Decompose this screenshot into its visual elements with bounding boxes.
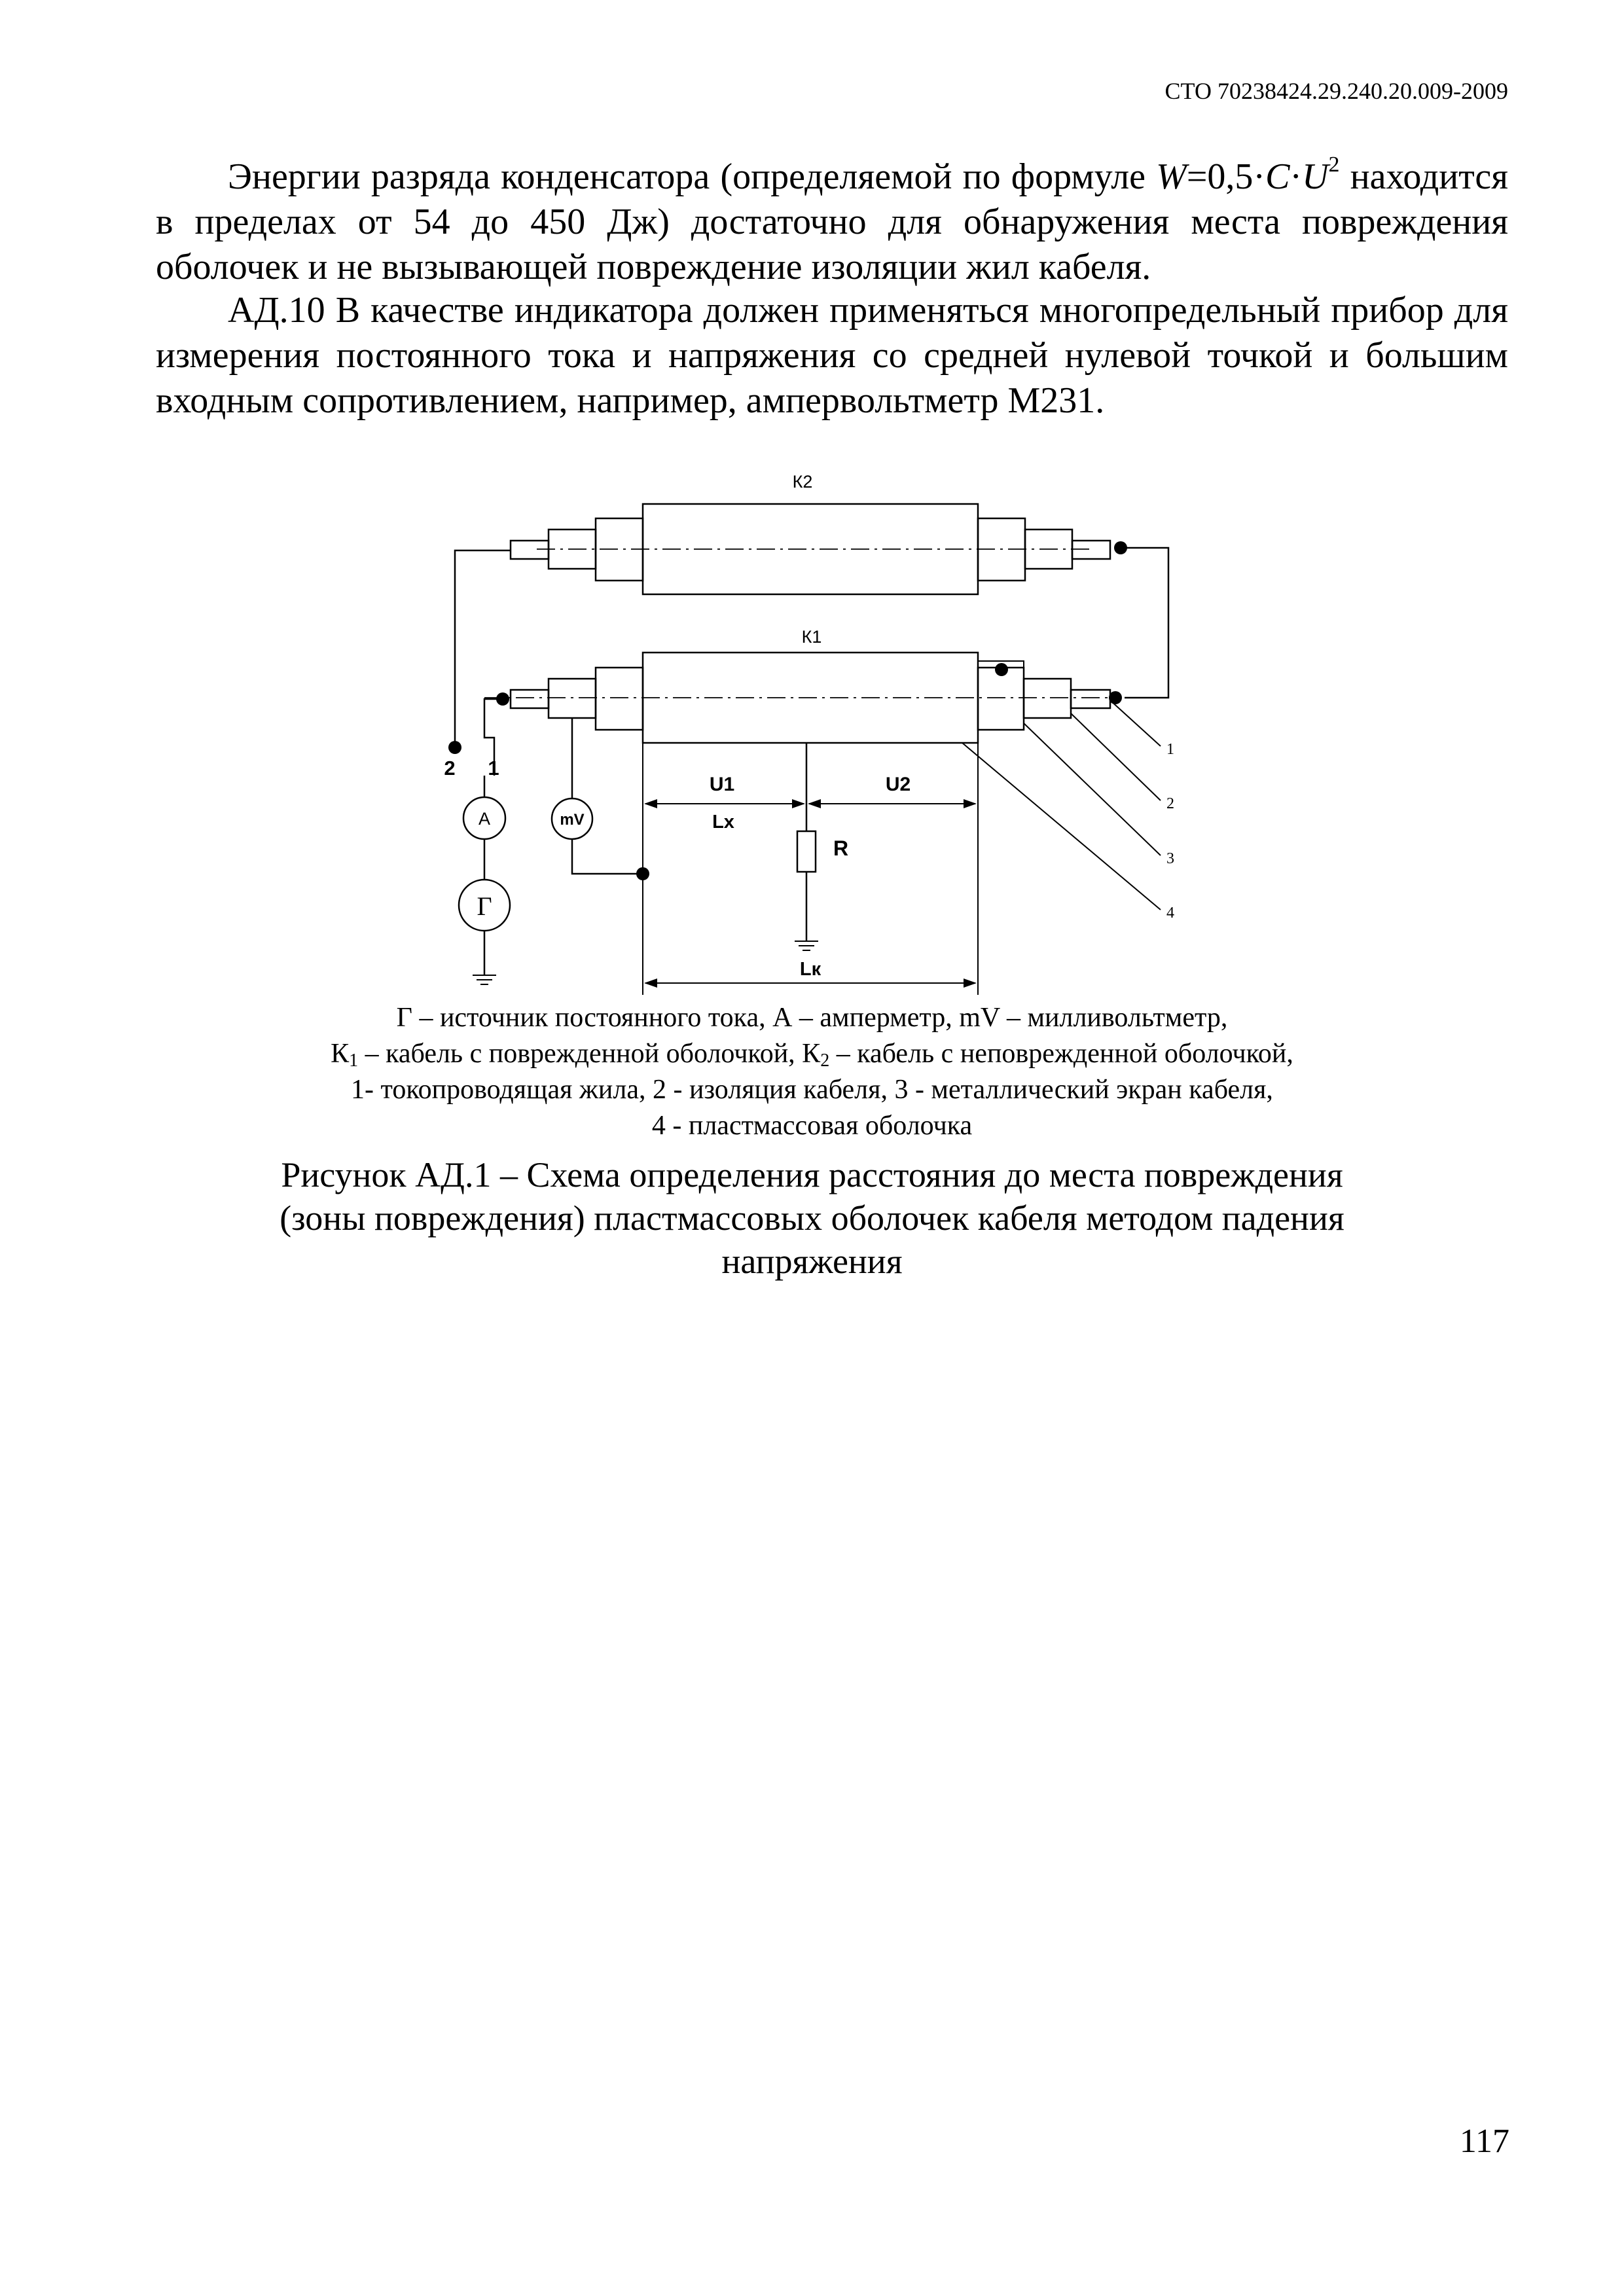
- label-terminal-2: 2: [444, 757, 456, 780]
- label-terminal-1: 1: [488, 757, 499, 780]
- callout-1: 1: [1166, 741, 1174, 758]
- figure-caption: [0, 1153, 1624, 1283]
- caption-line-2: (зоны повреждения) пластмассовых оболочек кабеля методом падения: [280, 1198, 1344, 1238]
- wire-k2-to-terminal2: [455, 550, 511, 747]
- k2-right-core: [1072, 541, 1110, 559]
- label-u2: U2: [885, 774, 911, 795]
- callout-4: 4: [1166, 905, 1174, 922]
- wire-mv-to-ground-point: [572, 839, 643, 874]
- figure-legend: [0, 1000, 1624, 1144]
- legend-line-2: $К_1$ – кабель с поврежденной оболочкой, $К_2$ – кабель с неповрежденной оболочкой,: [331, 1039, 1293, 1071]
- k1-left-insulation: [549, 679, 596, 718]
- caption-line-1: Рисунок АД.1 – Схема определения расстояния до места повреждения: [281, 1155, 1343, 1194]
- legend-line-1: Г – источник постоянного тока, А – амперметр, mV – милливольтметр,: [396, 1003, 1228, 1033]
- label-k2: К2: [792, 472, 813, 492]
- label-r: R: [833, 836, 849, 860]
- callout-leaders: [962, 700, 1161, 910]
- k1-right-core: [1071, 690, 1110, 708]
- k2-left-core: [511, 541, 549, 559]
- label-u1: U1: [709, 774, 735, 795]
- label-k1: К1: [801, 627, 822, 647]
- page-number: 117: [1459, 2123, 1509, 2160]
- label-lx: Lx: [712, 812, 734, 833]
- resistor: [797, 831, 816, 872]
- paragraph-energy: Энергии разряда конденсатора (определяемой по формуле $W=0,5\cdot C\cdot U^2$ находится в пределах от 54 до 450 Дж) достаточно для обнаружения места повреждения оболочек и не вызывающей повреждение изоляции жил кабеля.: [156, 152, 1509, 287]
- caption-line-3: напряжения: [721, 1242, 903, 1281]
- callout-3: 3: [1166, 850, 1174, 867]
- label-lk: Lк: [799, 959, 821, 980]
- k1-left-screen: [596, 668, 643, 730]
- callout-2: 2: [1166, 795, 1174, 812]
- paragraph-indicator: АД.10 В качестве индикатора должен применяться многопредельный прибор для измерения постоянного тока и напряжения со средней нулевой точкой и большим входным сопротивлением, например, ампервольтметр М231.: [156, 290, 1508, 421]
- millivoltmeter-label: mV: [560, 811, 585, 829]
- generator-label: Г: [477, 891, 492, 921]
- legend-line-3: 1- токопроводящая жила, 2 - изоляция кабеля, 3 - металлический экран кабеля,: [351, 1075, 1273, 1105]
- k1-right-screen: [978, 668, 1024, 730]
- k1-right-insulation: [1024, 679, 1071, 718]
- document-code: СТО 70238424.29.240.20.009-2009: [1164, 78, 1508, 104]
- junction-dots: [448, 541, 1127, 880]
- legend-line-4: 4 - пластмассовая оболочка: [651, 1111, 973, 1141]
- ammeter-label: A: [478, 809, 491, 829]
- ground-icon: [473, 941, 818, 984]
- k1-left-core: [511, 690, 549, 708]
- wire-k2-to-k1: [1121, 548, 1168, 698]
